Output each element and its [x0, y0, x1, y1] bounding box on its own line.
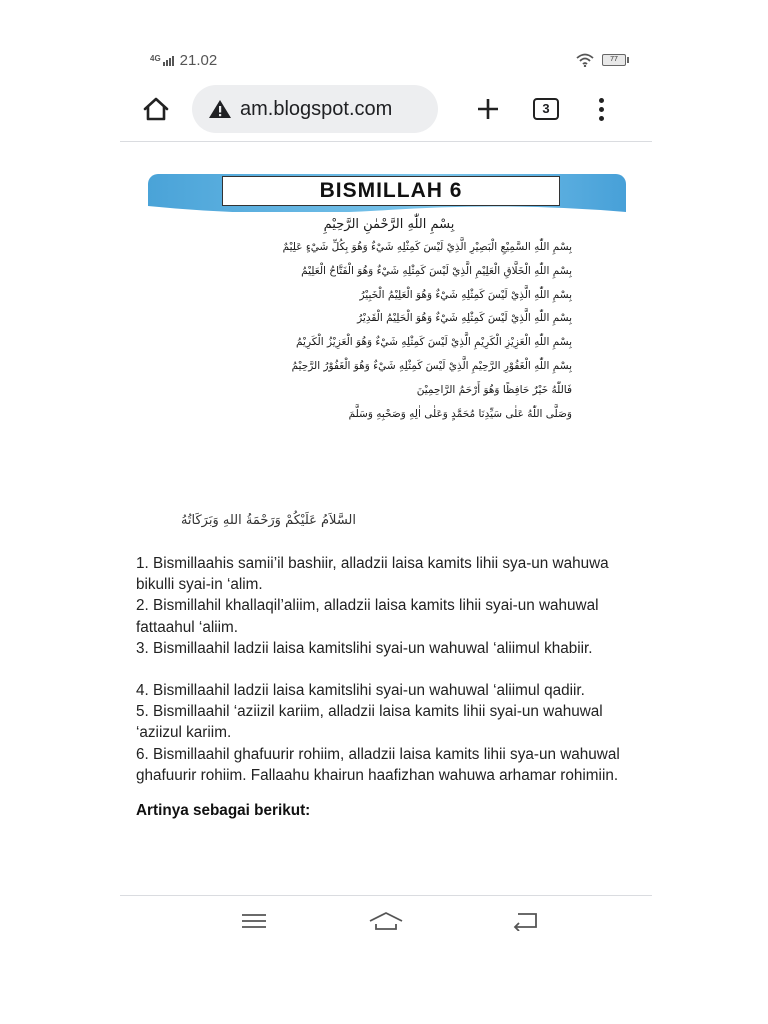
arabic-line: بِسْمِ اللّٰهِ الَّذِيْ لَيْسَ كَمِثْلِهِ شَيْءٌ وَهُوَ الْعَلِيْمُ الْخَبِيْرُ — [359, 288, 572, 301]
home-button[interactable] — [130, 84, 182, 134]
back-button[interactable] — [508, 904, 544, 938]
arabic-line: بِسْمِ اللّٰهِ السَّمِيْعِ الْبَصِيْرِ الَّذِيْ لَيْسَ كَمِثْلِهِ شَيْءٌ وَهُوَ بِكُلِّ شَيْءٍ عَلِيْمٌ — [282, 241, 572, 253]
arabic-line: بِسْمِ اللّٰهِ الْعَزِيْزِ الْكَرِيْمِ الَّذِيْ لَيْسَ كَمِثْلِهِ شَيْءٌ وَهُوَ الْعَزِيْزُ الْكَرِيْمُ — [296, 336, 572, 349]
status-left — [150, 52, 217, 69]
signal-icon — [150, 54, 174, 66]
arabic-heading: بِسْمِ اللّٰهِ الرَّحْمٰنِ الرَّحِيْمِ — [323, 217, 455, 232]
nav-divider — [120, 895, 652, 896]
battery-level: 77 — [610, 56, 618, 63]
arabic-line: بِسْمِ اللّٰهِ الْخَلَّاقِ الْعَلِيْمِ الَّذِيْ لَيْسَ كَمِثْلِهِ شَيْءٌ وَهُوَ الْفَتَّاحُ الْعَلِيْمُ — [301, 264, 572, 277]
back-icon — [512, 911, 540, 931]
tab-switcher-button[interactable] — [526, 84, 566, 134]
battery-icon — [602, 54, 626, 66]
nav-home-button[interactable] — [366, 904, 406, 938]
home-icon — [142, 97, 170, 121]
menu-icon — [241, 913, 267, 929]
recent-apps-button[interactable] — [236, 904, 272, 938]
plus-icon — [476, 97, 500, 121]
bismillah-image — [148, 174, 626, 448]
list-item: 6. Bismillaahil ghafuurir rohiim, alladzii laisa kamits lihii sya-un wahuwal ghafuurir rohiim. Fallaahu khairun haafizhan wahuwa arhamar rohimiin. — [136, 745, 620, 784]
wifi-icon — [576, 53, 594, 67]
network-type: 4G — [150, 54, 161, 63]
system-nav-bar — [120, 904, 652, 938]
list-item: 5. Bismillaahil ‘aziizil kariim, alladzii laisa kamits lihii syai-un wahuwal ‘aziizul kariim. — [136, 703, 603, 742]
arabic-text-block — [206, 214, 572, 426]
status-bar — [150, 48, 626, 72]
arabic-line: فَاللّٰهُ خَيْرٌ حَافِظًا وَهُوَ أَرْحَمُ الرَّاحِمِيْنَ — [416, 383, 572, 396]
url-text[interactable]: am.blogspot.com — [240, 97, 393, 120]
clock: 21.02 — [179, 51, 218, 69]
list-item: 3. Bismillaahil ladzii laisa kamitslihi syai-un wahuwal ‘aliimul khabiir. — [136, 639, 593, 657]
nav-home-icon — [368, 911, 404, 931]
image-banner — [148, 174, 626, 212]
article-body — [136, 510, 636, 821]
list-item: 2. Bismillahil khallaqil’aliim, alladzii laisa kamits lihii syai-un wahuwal fattaahul ‘aliim. — [136, 597, 599, 636]
address-bar[interactable] — [192, 85, 438, 133]
status-right — [576, 53, 626, 67]
new-tab-button[interactable] — [468, 84, 508, 134]
list-item: 4. Bismillaahil ladzii laisa kamitslihi syai-un wahuwal ‘aliimul qadiir. — [136, 682, 585, 700]
tab-count: 3 — [542, 101, 550, 116]
salam-greeting: السَّلاَمُ عَلَيْكُمْ وَرَحْمَةُ اللهِ وَبَرَكَاتُهُ — [180, 513, 356, 528]
tabs-icon — [533, 98, 559, 120]
arabic-line: وَصَلَّى اللّٰهُ عَلٰى سَيِّدِنَا مُحَمَّدٍ وَعَلٰى اٰلِهِ وَصَحْبِهِ وَسَلَّمَ — [348, 407, 572, 420]
arabic-line: بِسْمِ اللّٰهِ الْغَفُوْرِ الرَّحِيْمِ الَّذِيْ لَيْسَ كَمِثْلِهِ شَيْءٌ وَهُوَ الْغَفُوْرُ الرَّحِيْمُ — [291, 359, 572, 372]
list-item: 1. Bismillaahis samii’il bashiir, alladzii laisa kamits lihii sya-un wahuwa bikulli syai-in ‘alim. — [136, 555, 609, 594]
toolbar-divider — [120, 141, 652, 142]
more-vert-icon[interactable] — [586, 84, 616, 134]
browser-toolbar — [130, 84, 640, 134]
image-title: BISMILLAH 6 — [222, 176, 560, 206]
section-heading: Artinya sebagai berikut: — [136, 802, 311, 820]
warning-icon[interactable] — [208, 99, 232, 119]
arabic-line: بِسْمِ اللّٰهِ الَّذِيْ لَيْسَ كَمِثْلِهِ شَيْءٌ وَهُوَ الْحَلِيْمُ الْقَدِيْرُ — [357, 312, 572, 325]
